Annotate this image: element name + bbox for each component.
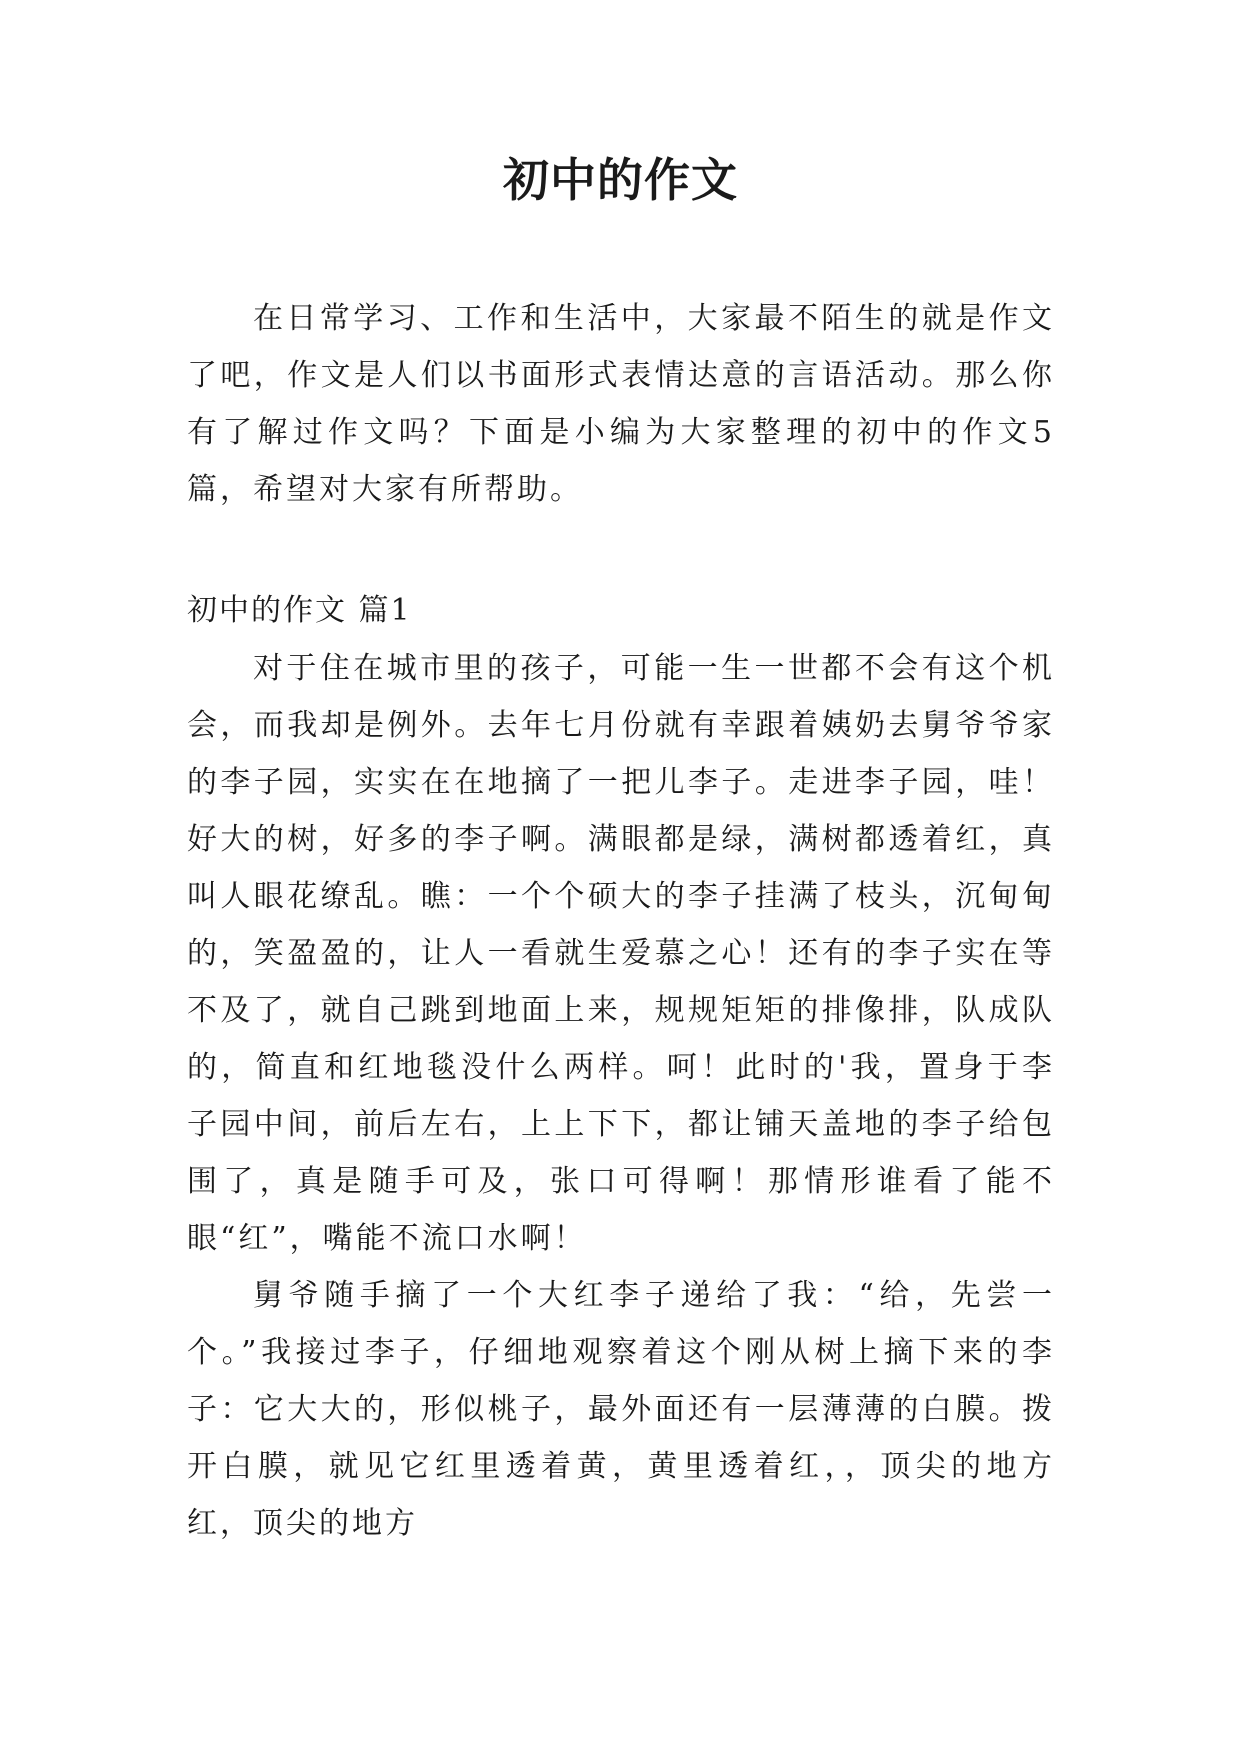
section-body [187, 640, 1055, 1552]
section-heading: 初中的作文 篇1 [187, 593, 412, 628]
body-paragraph: 舅爷随手摘了一个大红李子递给了我：“给，先尝一个。”我接过李子，仔细地观察着这个刚从树上摘下来的李子：它大大的，形似桃子，最外面还有一层薄薄的白膜。拨开白膜，就见它红里透着黄，黄里透着红，，顶尖的地方红，顶尖的地方 [187, 1278, 1055, 1541]
intro-paragraph [187, 290, 1055, 518]
body-paragraph: 对于住在城市里的孩子，可能一生一世都不会有这个机会，而我却是例外。去年七月份就有幸跟着姨奶去舅爷爷家的李子园，实实在在地摘了一把儿李子。走进李子园，哇！好大的树，好多的李子啊。满眼都是绿，满树都透着红，真叫人眼花缭乱。瞧：一个个硕大的李子挂满了枝头，沉甸甸的，笑盈盈的，让人一看就生爱慕之心！还有的李子实在等不及了，就自己跳到地面上来，规规矩矩的排像排，队成队的，简直和红地毯没什么两样。呵！此时的'我，置身于李子园中间，前后左右，上上下下，都让铺天盖地的李子给包围了，真是随手可及，张口可得啊！那情形谁看了能不眼“红”，嘴能不流口水啊！ [187, 651, 1055, 1256]
intro-text: 在日常学习、工作和生活中，大家最不陌生的就是作文了吧，作文是人们以书面形式表情达意的言语活动。那么你有了解过作文吗？下面是小编为大家整理的初中的作文5篇，希望对大家有所帮助。 [187, 301, 1055, 507]
document-title: 初中的作文 [503, 153, 738, 207]
